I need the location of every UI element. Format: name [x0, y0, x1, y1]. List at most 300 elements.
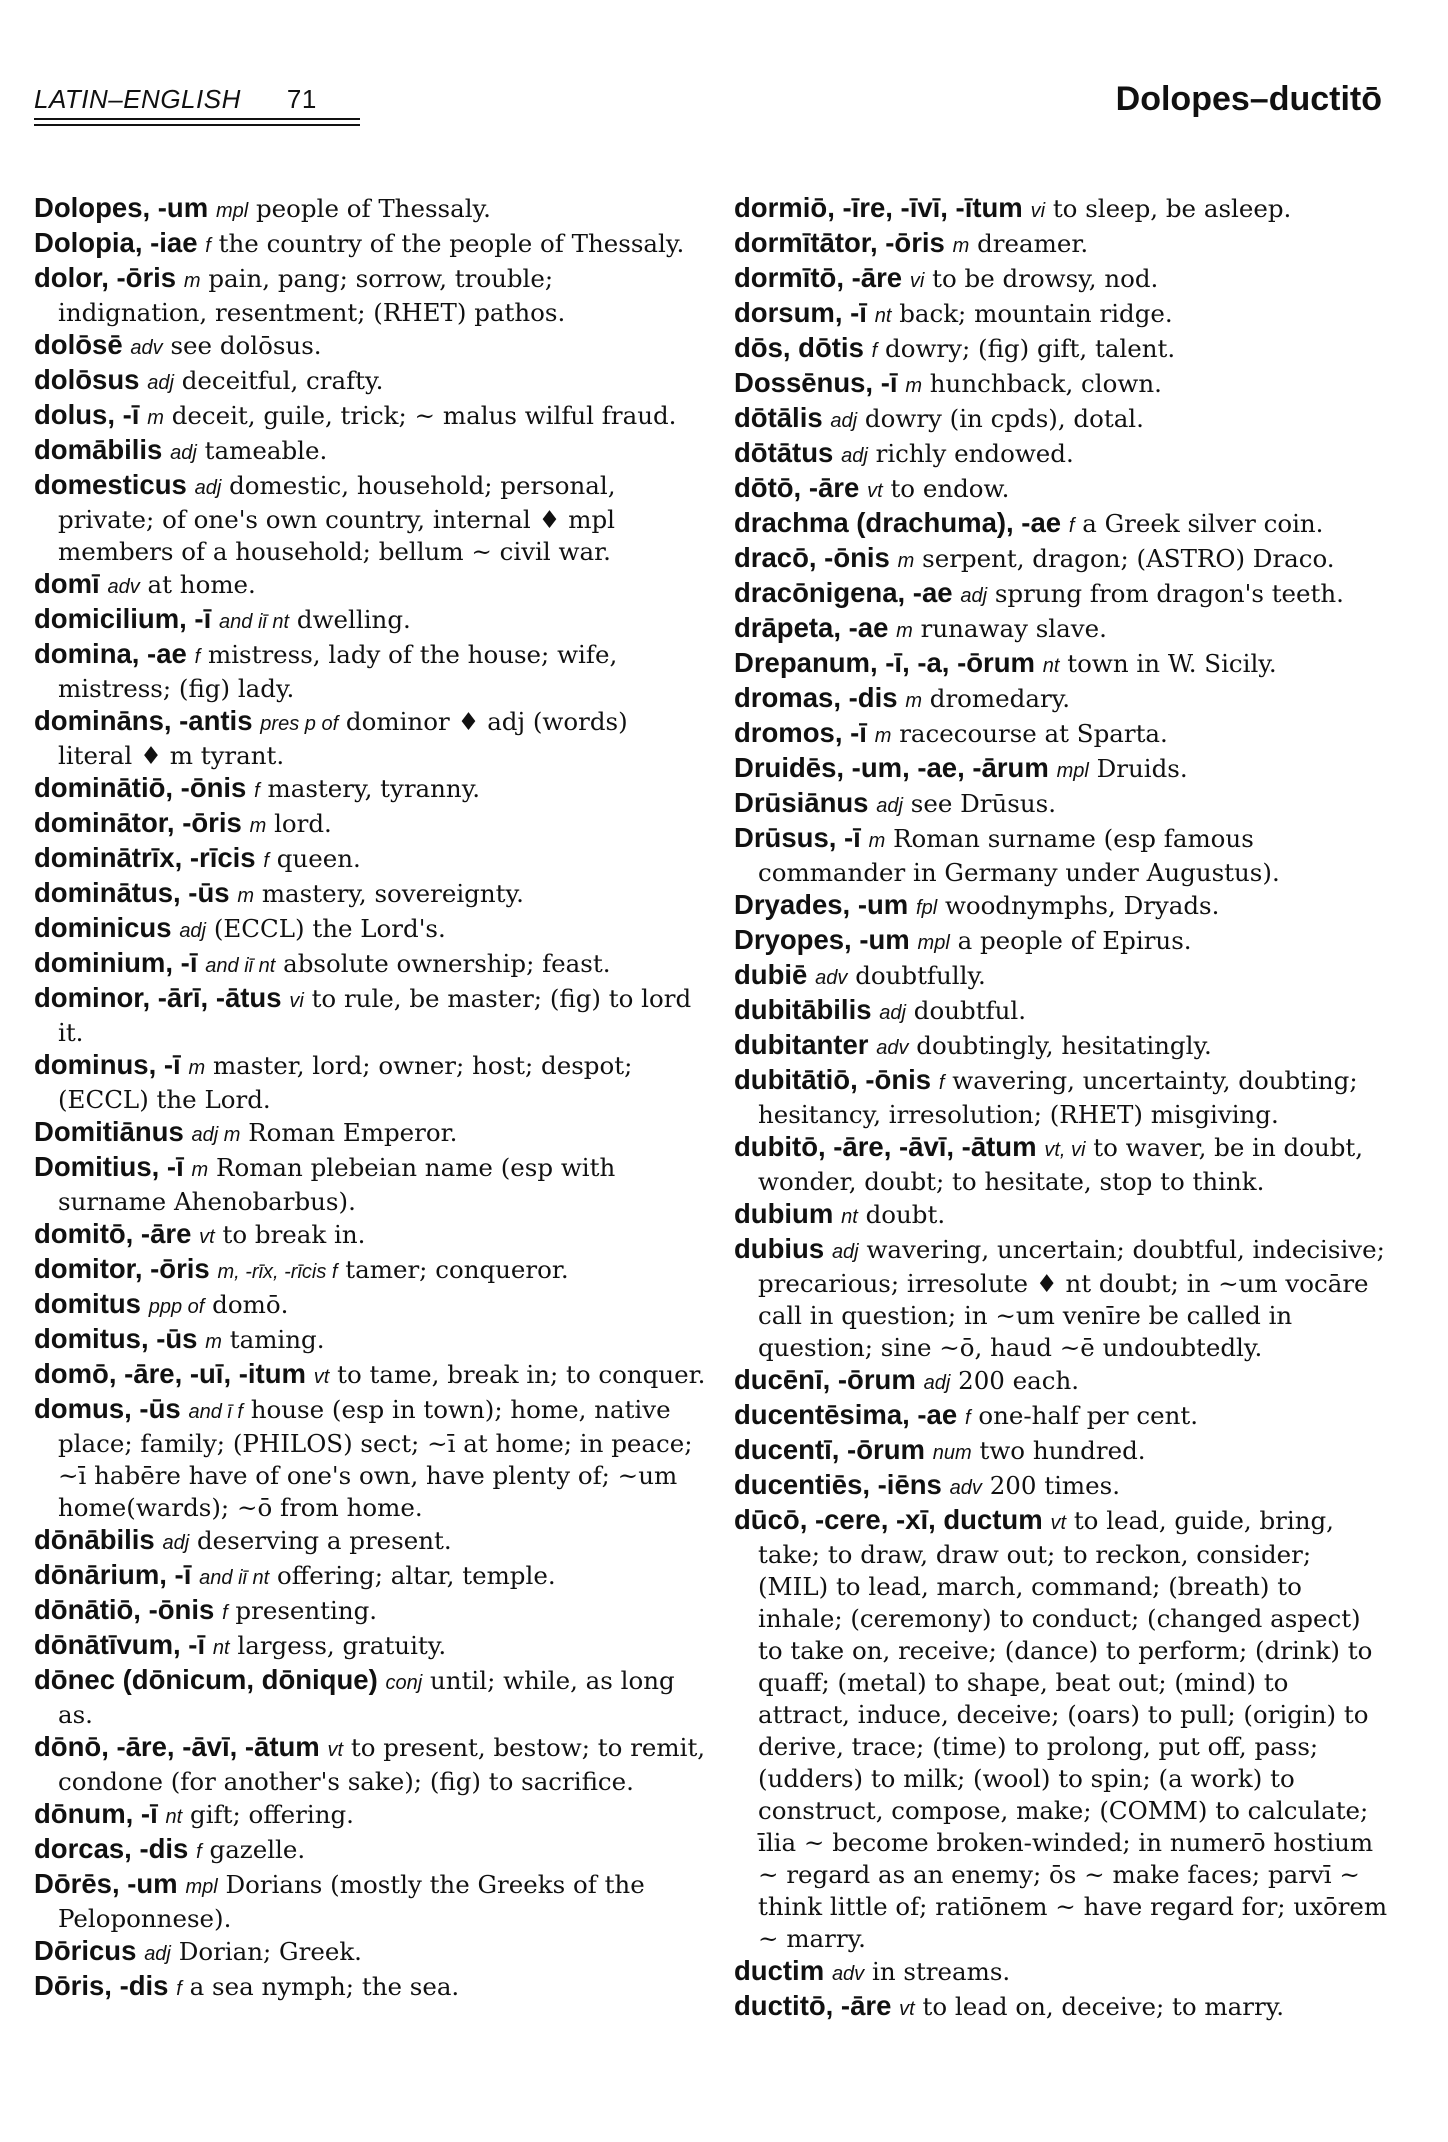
entry-grammar: adj: [170, 442, 197, 464]
entry-definition: to sleep, be asleep.: [1052, 194, 1292, 223]
entry-definition: doubtful.: [913, 996, 1027, 1025]
entry-definition: dwelling.: [296, 605, 411, 634]
entry-grammar: m: [237, 885, 255, 907]
entry-grammar: vi: [1030, 200, 1046, 222]
entry-definition: see Drūsus.: [910, 789, 1056, 818]
entry-definition: Roman surname (esp famous commander in Germany under Augustus).: [758, 824, 1280, 887]
entry-headword: dōnātīvum, -ī: [34, 1629, 206, 1660]
entry-grammar: nt: [212, 1637, 230, 1659]
entry-definition: a sea nymph; the sea.: [189, 1972, 460, 2001]
entry-grammar: num: [932, 1442, 972, 1464]
entry-grammar: m: [874, 725, 892, 747]
dictionary-entry: [734, 924, 1388, 959]
entry-headword: Drūsiānus: [734, 787, 869, 818]
entry-headword: Dōricus: [34, 1935, 137, 1966]
entry-definition: absolute ownership; feast.: [283, 949, 611, 978]
dictionary-entry: [34, 1049, 706, 1116]
entry-headword: Dolopes, -um: [34, 192, 209, 223]
dictionary-entry: [34, 603, 706, 638]
entry-definition: to break in.: [222, 1220, 366, 1249]
dictionary-entry: [734, 1504, 1388, 1955]
entry-headword: domus, -ūs: [34, 1393, 181, 1424]
entry-definition: offering; altar, temple.: [277, 1561, 556, 1590]
entry-grammar: ppp of: [148, 1296, 205, 1318]
entry-definition: deceit, guile, trick; ~ malus wilful fraud.: [171, 401, 677, 430]
entry-definition: domestic, household; personal, private; of one's own country, internal ♦ mpl members of a household; bellum ~ civil war.: [58, 471, 616, 566]
entry-definition: doubt.: [865, 1200, 946, 1229]
entry-grammar: adj: [923, 1372, 951, 1394]
entry-headword: dominicus: [34, 912, 172, 943]
entry-grammar: adv: [949, 1477, 982, 1499]
entry-headword: dōnec (dōnicum, dōnique): [34, 1664, 378, 1695]
entry-definition: back; mountain ridge.: [899, 299, 1173, 328]
entry-definition: a people of Epirus.: [957, 926, 1192, 955]
entry-headword: domina, -ae: [34, 638, 187, 669]
dictionary-entry: [34, 1731, 706, 1798]
entry-grammar: adj: [960, 585, 988, 607]
entry-headword: dubitō, -āre, -āvī, -ātum: [734, 1131, 1037, 1162]
entry-headword: dolor, -ōris: [34, 262, 177, 293]
dictionary-entry: [734, 787, 1388, 822]
entry-grammar: vt: [1050, 1512, 1067, 1534]
entry-headword: dolōsē: [34, 329, 123, 360]
section-title: LATIN–ENGLISH: [34, 84, 241, 114]
entry-headword: ducentēsima, -ae: [734, 1399, 958, 1430]
entry-grammar: m: [897, 550, 915, 572]
entry-headword: domitus, -ūs: [34, 1323, 198, 1354]
dictionary-entry: [34, 227, 706, 262]
entry-definition: Dorian; Greek.: [178, 1937, 362, 1966]
entry-definition: hunchback, clown.: [929, 369, 1162, 398]
dictionary-entry: [34, 1323, 706, 1358]
guide-words: Dolopes–ductitō: [1115, 80, 1382, 118]
entry-grammar: and iī nt: [219, 611, 290, 633]
entry-definition: to lead, guide, bring, take; to draw, draw out; to reckon, consider; (MIL) to lead, march, command; (breath) to inhale; (ceremony) to conduct; (changed aspect) to take on, receive; (dance) to perform; (drink) to quaff; (metal) to shape, beat out; (mind) to attract, induce, deceive; (oars) to pull; (origin) to derive, trace; (time) to prolong, put off, pass; (udders) to milk; (wool) to spin; (a work) to construct, compose, make; (COMM) to calculate; īlia ~ become broken-winded; in numerō hostium ~ regard as an enemy; ōs ~ make faces; parvī ~ think little of; ratiōnem ~ have regard for; uxōrem ~ marry.: [758, 1506, 1388, 1953]
entry-headword: ducēnī, -ōrum: [734, 1364, 916, 1395]
entry-grammar: nt: [165, 1806, 183, 1828]
dictionary-entry: [734, 1198, 1388, 1233]
dictionary-entry: [34, 329, 706, 364]
entry-headword: ductim: [734, 1955, 825, 1986]
entry-headword: domināns, -antis: [34, 705, 253, 736]
entry-definition: to endow.: [890, 474, 1010, 503]
dictionary-entry: [34, 469, 706, 568]
entry-grammar: and iī nt: [205, 955, 276, 977]
header-rule: [34, 124, 360, 126]
dictionary-entry: [734, 959, 1388, 994]
entry-definition: one-half per cent.: [978, 1401, 1199, 1430]
entry-definition: pain, pang; sorrow, trouble; indignation, resentment; (RHET) pathos.: [58, 264, 566, 327]
dictionary-entry: [34, 1288, 706, 1323]
entry-headword: dormītō, -āre: [734, 262, 903, 293]
dictionary-entry: [734, 682, 1388, 717]
page-number: 71: [286, 84, 317, 114]
entry-headword: dubitābilis: [734, 994, 872, 1025]
entry-headword: ductitō, -āre: [734, 1990, 892, 2021]
entry-definition: Dorians (mostly the Greeks of the Peloponnese).: [58, 1870, 645, 1933]
entry-definition: wavering, uncertainty, doubting; hesitancy, irresolution; (RHET) misgiving.: [758, 1066, 1358, 1129]
entry-headword: dūcō, -cere, -xī, ductum: [734, 1504, 1043, 1535]
entry-headword: dominātus, -ūs: [34, 877, 230, 908]
entry-grammar: m: [896, 620, 913, 642]
entry-headword: dracō, -ōnis: [734, 542, 890, 573]
entry-grammar: adv: [876, 1037, 909, 1059]
left-column: [34, 192, 706, 2005]
entry-grammar: adj: [876, 795, 903, 817]
entry-definition: deserving a present.: [197, 1526, 452, 1555]
entry-headword: domō, -āre, -uī, -itum: [34, 1358, 306, 1389]
dictionary-entry: [734, 1955, 1388, 1990]
entry-headword: Domitius, -ī: [34, 1151, 184, 1182]
dictionary-entry: [34, 1833, 706, 1868]
dictionary-entry: [734, 402, 1388, 437]
entry-grammar: adj: [194, 477, 222, 499]
entry-grammar: f: [205, 235, 211, 257]
entry-definition: to present, bestow; to remit, condone (for another's sake); (fig) to sacrifice.: [58, 1733, 706, 1796]
dictionary-entry: [734, 889, 1388, 924]
entry-headword: Drūsus, -ī: [734, 822, 861, 853]
entry-headword: dōtō, -āre: [734, 472, 860, 503]
dictionary-entry: [34, 1935, 706, 1970]
entry-definition: richly endowed.: [875, 439, 1074, 468]
dictionary-entry: [734, 1399, 1388, 1434]
entry-definition: master, lord; owner; host; despot; (ECCL) the Lord.: [58, 1051, 633, 1114]
entry-grammar: adv: [107, 576, 140, 598]
entry-headword: Dryades, -um: [734, 889, 909, 920]
entry-grammar: f: [222, 1602, 228, 1624]
entry-definition: two hundred.: [979, 1436, 1146, 1465]
dictionary-entry: [734, 577, 1388, 612]
dictionary-entry: [34, 434, 706, 469]
entry-headword: dominor, -ārī, -ātus: [34, 982, 282, 1013]
entry-headword: drachma (drachuma), -ae: [734, 507, 1062, 538]
entry-definition: Roman plebeian name (esp with surname Ahenobarbus).: [58, 1153, 616, 1216]
dictionary-entry: [734, 822, 1388, 889]
entry-definition: to waver, be in doubt, wonder, doubt; to hesitate, stop to think.: [758, 1133, 1364, 1196]
entry-definition: gift; offering.: [190, 1800, 354, 1829]
dictionary-entry: [34, 877, 706, 912]
entry-headword: drāpeta, -ae: [734, 612, 889, 643]
dictionary-entry: [34, 947, 706, 982]
entry-definition: a Greek silver coin.: [1082, 509, 1324, 538]
dictionary-entry: [34, 1868, 706, 1935]
entry-definition: domō.: [212, 1290, 289, 1319]
entry-grammar: nt: [841, 1206, 858, 1228]
entry-definition: dowry (in cpds), dotal.: [864, 404, 1144, 433]
entry-grammar: f: [194, 646, 201, 668]
dictionary-entry: [734, 227, 1388, 262]
entry-grammar: adv: [130, 337, 163, 359]
dictionary-entry: [734, 612, 1388, 647]
entry-definition: to lead on, deceive; to marry.: [922, 1992, 1285, 2021]
dictionary-entry: [734, 1064, 1388, 1131]
entry-grammar: m: [905, 375, 922, 397]
entry-headword: ducentī, -ōrum: [734, 1434, 925, 1465]
dictionary-entry: [34, 364, 706, 399]
dictionary-entry: [734, 192, 1388, 227]
entry-headword: dromos, -ī: [734, 717, 867, 748]
entry-definition: see dolōsus.: [170, 331, 322, 360]
dictionary-entry: [734, 1990, 1388, 2025]
entry-grammar: m: [868, 830, 886, 852]
dictionary-entry: [734, 507, 1388, 542]
entry-definition: to rule, be master; (fig) to lord it.: [58, 984, 692, 1047]
entry-headword: dubius: [734, 1233, 825, 1264]
dictionary-entry: [734, 1434, 1388, 1469]
entry-definition: mastery, tyranny.: [267, 774, 481, 803]
entry-headword: dōnātiō, -ōnis: [34, 1594, 215, 1625]
entry-definition: the country of the people of Thessaly.: [218, 229, 685, 258]
entry-headword: dominus, -ī: [34, 1049, 181, 1080]
entry-grammar: m: [249, 815, 267, 837]
entry-headword: domitus: [34, 1288, 141, 1319]
dictionary-entry: [34, 912, 706, 947]
running-head: [34, 84, 317, 115]
dictionary-entry: [34, 1393, 706, 1524]
entry-grammar: mpl: [185, 1876, 218, 1898]
dictionary-entry: [34, 1218, 706, 1253]
entry-grammar: adj: [179, 920, 207, 942]
entry-headword: Druidēs, -um, -ae, -ārum: [734, 752, 1049, 783]
dictionary-entry: [734, 332, 1388, 367]
entry-headword: dracōnigena, -ae: [734, 577, 953, 608]
entry-grammar: f: [871, 340, 878, 362]
entry-headword: Domitiānus: [34, 1116, 184, 1147]
dictionary-entry: [734, 1029, 1388, 1064]
entry-grammar: m: [905, 690, 922, 712]
entry-grammar: f: [964, 1407, 971, 1429]
entry-headword: dubitātiō, -ōnis: [734, 1064, 932, 1095]
entry-headword: domicilium, -ī: [34, 603, 212, 634]
entry-definition: lord.: [274, 809, 332, 838]
dictionary-entry: [34, 1116, 706, 1151]
entry-definition: dowry; (fig) gift, talent.: [885, 334, 1176, 363]
entry-grammar: adj: [879, 1002, 906, 1024]
dictionary-entry: [34, 1253, 706, 1288]
entry-definition: Druids.: [1096, 754, 1188, 783]
entry-headword: Dryopes, -um: [734, 924, 910, 955]
entry-headword: Drepanum, -ī, -a, -ōrum: [734, 647, 1035, 678]
dictionary-entry: [734, 542, 1388, 577]
entry-definition: until; while, as long as.: [58, 1666, 675, 1729]
entry-definition: 200 times.: [989, 1471, 1121, 1500]
dictionary-entry: [734, 367, 1388, 402]
entry-definition: (ECCL) the Lord's.: [213, 914, 446, 943]
dictionary-entry: [734, 752, 1388, 787]
entry-definition: doubtingly, hesitatingly.: [916, 1031, 1212, 1060]
dictionary-entry: [34, 1629, 706, 1664]
dictionary-entry: [34, 842, 706, 877]
dictionary-entry: [34, 262, 706, 329]
entry-grammar: adv: [815, 967, 848, 989]
entry-grammar: adj: [162, 1532, 190, 1554]
dictionary-entry: [734, 994, 1388, 1029]
dictionary-entry: [34, 982, 706, 1049]
entry-headword: dubitanter: [734, 1029, 869, 1060]
entry-grammar: and ī f: [188, 1401, 243, 1423]
entry-headword: domī: [34, 568, 100, 599]
entry-headword: dōnārium, -ī: [34, 1559, 192, 1590]
dictionary-entry: [34, 772, 706, 807]
entry-definition: tamer; conqueror.: [345, 1255, 569, 1284]
entry-definition: in streams.: [871, 1957, 1011, 1986]
entry-headword: domitō, -āre: [34, 1218, 192, 1249]
entry-headword: dōnum, -ī: [34, 1798, 158, 1829]
entry-grammar: m: [183, 270, 201, 292]
header-rule: [34, 118, 360, 120]
entry-grammar: adj: [841, 445, 868, 467]
entry-headword: dominātrīx, -rīcis: [34, 842, 256, 873]
entry-grammar: conj: [385, 1672, 423, 1694]
entry-headword: domitor, -ōris: [34, 1253, 210, 1284]
entry-grammar: m: [188, 1057, 206, 1079]
entry-grammar: f: [263, 850, 269, 872]
entry-grammar: adj: [831, 1241, 859, 1263]
entry-grammar: mpl: [1056, 760, 1089, 782]
dictionary-entry: [34, 192, 706, 227]
entry-definition: racecourse at Sparta.: [899, 719, 1168, 748]
dictionary-entry: [34, 1594, 706, 1629]
dictionary-entry: [34, 399, 706, 434]
entry-headword: Dolopia, -iae: [34, 227, 198, 258]
entry-grammar: m: [205, 1331, 222, 1353]
entry-definition: queen.: [276, 844, 361, 873]
entry-headword: dōs, dōtis: [734, 332, 864, 363]
entry-headword: dorcas, -dis: [34, 1833, 189, 1864]
entry-grammar: vt: [867, 480, 883, 502]
entry-definition: dromedary.: [929, 684, 1071, 713]
entry-definition: town in W. Sicily.: [1067, 649, 1277, 678]
entry-definition: at home.: [147, 570, 256, 599]
entry-definition: runaway slave.: [920, 614, 1107, 643]
entry-headword: ducentiēs, -iēns: [734, 1469, 942, 1500]
dictionary-entry: [34, 1798, 706, 1833]
dictionary-entry: [34, 638, 706, 705]
entry-headword: dolus, -ī: [34, 399, 140, 430]
entry-definition: 200 each.: [958, 1366, 1080, 1395]
entry-definition: taming.: [229, 1325, 325, 1354]
dictionary-entry: [734, 1469, 1388, 1504]
entry-headword: dōtālis: [734, 402, 823, 433]
entry-grammar: adj: [144, 1943, 171, 1965]
dictionary-entry: [734, 1364, 1388, 1399]
dictionary-entry: [734, 1131, 1388, 1198]
entry-definition: people of Thessaly.: [256, 194, 491, 223]
entry-definition: deceitful, crafty.: [181, 366, 384, 395]
entry-headword: Dossēnus, -ī: [734, 367, 898, 398]
entry-headword: Dōris, -dis: [34, 1970, 169, 2001]
entry-definition: to tame, break in; to conquer.: [337, 1360, 706, 1389]
entry-definition: sprung from dragon's teeth.: [994, 579, 1344, 608]
entry-definition: dominor ♦ adj (words) literal ♦ m tyrant.: [58, 707, 628, 770]
entry-grammar: f: [938, 1072, 945, 1094]
entry-definition: mistress, lady of the house; wife, mistress; (fig) lady.: [58, 640, 618, 703]
dictionary-entry: [34, 705, 706, 772]
entry-grammar: vt: [313, 1366, 330, 1388]
entry-grammar: vt: [199, 1226, 215, 1248]
entry-grammar: vt: [327, 1739, 344, 1761]
entry-grammar: adj: [147, 372, 174, 394]
dictionary-entry: [734, 297, 1388, 332]
dictionary-entry: [734, 262, 1388, 297]
entry-definition: Roman Emperor.: [248, 1118, 458, 1147]
entry-definition: largess, gratuity.: [237, 1631, 447, 1660]
entry-grammar: nt: [874, 305, 892, 327]
entry-headword: dormiō, -īre, -īvī, -ītum: [734, 192, 1023, 223]
entry-definition: mastery, sovereignty.: [261, 879, 524, 908]
entry-headword: dorsum, -ī: [734, 297, 867, 328]
entry-definition: tameable.: [204, 436, 328, 465]
dictionary-entry: [34, 1559, 706, 1594]
entry-grammar: vt: [899, 1998, 915, 2020]
dictionary-entry: [34, 1151, 706, 1218]
entry-definition: to be drowsy, nod.: [932, 264, 1159, 293]
entry-headword: dubium: [734, 1198, 834, 1229]
entry-definition: wavering, uncertain; doubtful, indecisive; precarious; irresolute ♦ nt doubt; in ~um vocāre call in question; in ~um venīre be called in question; sine ~ō, haud ~ē undoubtedly.: [758, 1235, 1385, 1362]
entry-headword: dolōsus: [34, 364, 140, 395]
entry-grammar: m, -rīx, -rīcis f: [217, 1261, 338, 1283]
entry-grammar: and iī nt: [199, 1567, 270, 1589]
entry-headword: dormītātor, -ōris: [734, 227, 945, 258]
entry-grammar: pres p of: [260, 713, 339, 735]
entry-grammar: m: [147, 407, 164, 429]
dictionary-entry: [34, 568, 706, 603]
entry-headword: dominātiō, -ōnis: [34, 772, 247, 803]
entry-definition: dreamer.: [977, 229, 1089, 258]
entry-grammar: adj: [830, 410, 858, 432]
entry-definition: woodnymphs, Dryads.: [944, 891, 1220, 920]
entry-headword: dominātor, -ōris: [34, 807, 242, 838]
entry-grammar: nt: [1042, 655, 1060, 677]
entry-headword: dōnābilis: [34, 1524, 155, 1555]
entry-grammar: adv: [831, 1963, 865, 1985]
entry-headword: Dōrēs, -um: [34, 1868, 178, 1899]
entry-grammar: vi: [289, 990, 304, 1012]
dictionary-entry: [734, 717, 1388, 752]
page-header: [34, 80, 1382, 130]
entry-grammar: mpl: [215, 200, 249, 222]
dictionary-entry: [34, 1970, 706, 2005]
entry-headword: dubiē: [734, 959, 808, 990]
entry-grammar: m: [952, 235, 970, 257]
entry-grammar: f: [254, 780, 260, 802]
entry-grammar: fpl: [916, 897, 938, 919]
dictionary-entry: [34, 807, 706, 842]
entry-headword: dominium, -ī: [34, 947, 198, 978]
entry-headword: domābilis: [34, 434, 163, 465]
dictionary-entry: [734, 472, 1388, 507]
dictionary-entry: [34, 1358, 706, 1393]
entry-grammar: adj m: [191, 1124, 241, 1146]
entry-definition: presenting.: [235, 1596, 378, 1625]
entry-grammar: f: [196, 1841, 202, 1863]
entry-headword: dromas, -dis: [734, 682, 898, 713]
entry-grammar: vi: [909, 270, 925, 292]
entry-grammar: mpl: [917, 932, 950, 954]
entry-grammar: vt, vi: [1044, 1139, 1086, 1161]
entry-definition: house (esp in town); home, native place; family; (PHILOS) sect; ~ī at home; in peace; ~ī habēre have of one's own, have plenty of; ~um home(wards); ~ō from home.: [58, 1395, 693, 1522]
entry-definition: gazelle.: [209, 1835, 306, 1864]
dictionary-entry: [734, 1233, 1388, 1364]
entry-grammar: f: [1068, 515, 1075, 537]
entry-grammar: f: [176, 1978, 182, 2000]
entry-headword: domesticus: [34, 469, 187, 500]
entry-grammar: m: [191, 1159, 209, 1181]
dictionary-entry: [734, 647, 1388, 682]
entry-definition: serpent, dragon; (ASTRO) Draco.: [922, 544, 1335, 573]
entry-headword: dōtātus: [734, 437, 834, 468]
entry-headword: dōnō, -āre, -āvī, -ātum: [34, 1731, 320, 1762]
